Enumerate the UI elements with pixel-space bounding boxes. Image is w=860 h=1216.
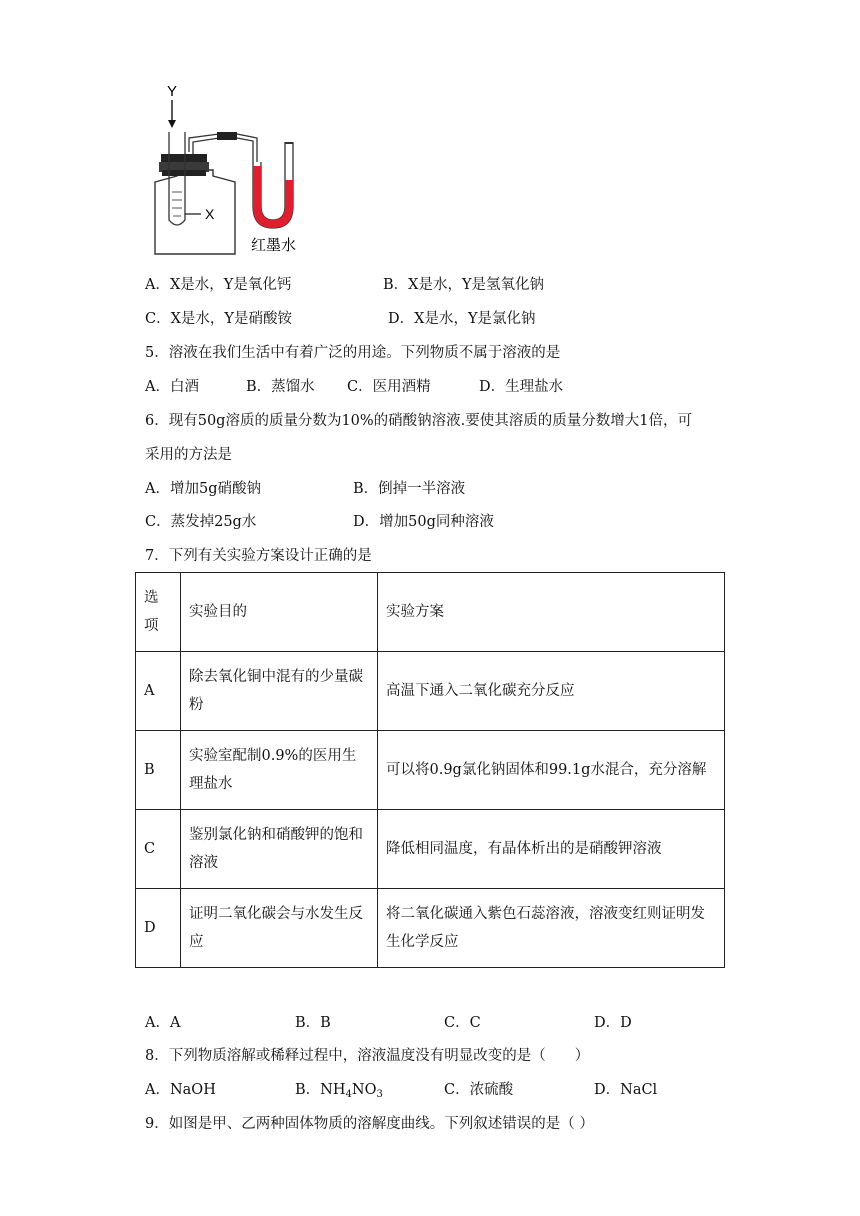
q4-option-c: C．X是水，Y是硝酸铵 [145,311,292,327]
header-option: 选项 [136,573,181,652]
q4-option-d: D．X是水，Y是氯化钠 [388,311,536,327]
apparatus-figure [145,82,315,260]
row-option: B [136,731,181,810]
row-plan: 降低相同温度，有晶体析出的是硝酸钾溶液 [378,810,725,889]
q6-stem-line1: 6．现有50g溶质的质量分数为10%的硝酸钠溶液.要使其溶质的质量分数增大1倍，可 [145,413,693,429]
header-purpose: 实验目的 [181,573,378,652]
table-row [136,889,725,968]
row-purpose: 证明二氧化碳会与水发生反应 [181,889,378,968]
q7-option-d: D．D [594,1015,632,1031]
row-option: A [136,652,181,731]
q5-option-b: B．蒸馏水 [246,379,315,395]
label-y: Y [167,83,178,100]
q6-option-d: D．增加50g同种溶液 [353,514,494,530]
table-row [136,652,725,731]
q6-option-c: C．蒸发掉25g水 [145,514,257,530]
q5-option-c: C．医用酒精 [347,379,431,395]
q9-stem: 9．如图是甲、乙两种固体物质的溶解度曲线。下列叙述错误的是（ ） [145,1116,594,1132]
row-option: D [136,889,181,968]
figure-caption: 红墨水 [251,236,297,254]
table-header-row [136,573,725,652]
header-plan: 实验方案 [378,573,725,652]
q7-option-b: B．B [295,1015,331,1031]
q5-option-a: A．白酒 [145,379,199,395]
u-tube-apparatus-diagram [145,82,315,260]
q6-option-a: A．增加5g硝酸钠 [145,481,261,497]
q6-stem-line2: 采用的方法是 [145,447,232,463]
q8-option-d: D．NaCl [594,1082,658,1098]
table-row [136,731,725,810]
q6-option-b: B．倒掉一半溶液 [353,481,466,497]
q8-option-c: C．浓硫酸 [444,1082,514,1098]
q5-option-d: D．生理盐水 [479,379,564,395]
row-purpose: 实验室配制0.9%的医用生理盐水 [181,731,378,810]
row-option: C [136,810,181,889]
row-plan: 将二氧化碳通入紫色石蕊溶液，溶液变红则证明发生化学反应 [378,889,725,968]
q8-stem: 8．下列物质溶解或稀释过程中，溶液温度没有明显改变的是（ ） [145,1048,590,1064]
q7-experiment-table [135,572,725,968]
row-purpose: 除去氧化铜中混有的少量碳粉 [181,652,378,731]
table-row [136,810,725,889]
label-x: X [205,206,215,222]
row-plan: 高温下通入二氧化碳充分反应 [378,652,725,731]
q7-stem: 7．下列有关实验方案设计正确的是 [145,548,372,564]
q4-option-b: B．X是水，Y是氢氧化钠 [383,277,545,293]
q7-option-c: C．C [444,1015,481,1031]
q8-option-b: B．$NH_4NO_3$ [295,1082,383,1100]
q8-option-a: A．NaOH [145,1082,216,1098]
q5-stem: 5．溶液在我们生活中有着广泛的用途。下列物质不属于溶液的是 [145,345,561,361]
q4-option-a: A．X是水，Y是氧化钙 [145,277,292,293]
row-purpose: 鉴别氯化钠和硝酸钾的饱和溶液 [181,810,378,889]
row-plan: 可以将0.9g氯化钠固体和99.1g水混合，充分溶解 [378,731,725,810]
q7-option-a: A．A [145,1015,181,1031]
